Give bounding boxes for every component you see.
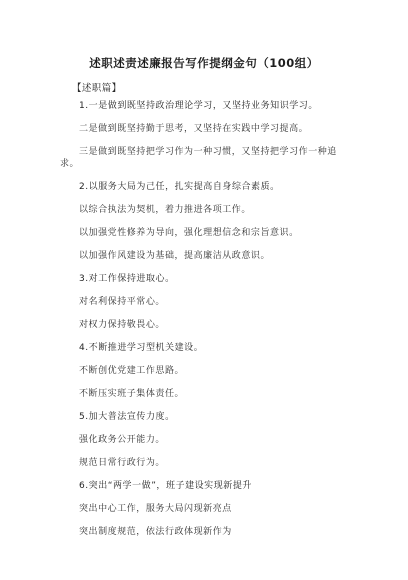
paragraph-line: 2.以服务大局为己任，扎实提高自身综合素质。 xyxy=(79,182,280,192)
paragraph-line: 以加强党性修养为导向，强化理想信念和宗旨意识。 xyxy=(79,228,299,238)
paragraph-line: 3.对工作保持进取心。 xyxy=(79,274,175,284)
paragraph-line: 5.加大普法宣传力度。 xyxy=(79,412,175,422)
paragraph-line: 以综合执法为契机，着力推进各项工作。 xyxy=(79,205,251,215)
paragraph-line: 规范日常行政行为。 xyxy=(79,458,165,468)
paragraph-line: 不断创优党建工作思路。 xyxy=(79,366,185,376)
paragraph-line: 二是做到既坚持勤于思考，又坚持在实践中学习提高。 xyxy=(79,124,309,134)
section-label: 【述职篇】 xyxy=(72,83,122,94)
paragraph-line: 不断压实班子集体责任。 xyxy=(79,389,185,399)
paragraph-line: 以加强作风建设为基础，提高廉洁从政意识。 xyxy=(79,251,271,261)
paragraph-line: 对名利保持平常心。 xyxy=(79,297,165,307)
paragraph-line: 强化政务公开能力。 xyxy=(79,435,165,445)
paragraph-line-continuation: 求。 xyxy=(60,159,80,169)
document-body xyxy=(60,100,360,549)
document-title: 述职述责述廉报告写作提纲金句（100组） xyxy=(89,56,319,70)
paragraph-line: 三是做到既坚持把学习作为一种习惯，又坚持把学习作一种追 xyxy=(79,147,337,157)
paragraph-line: 突出制度规范，依法行政体现新作为 xyxy=(79,527,232,537)
paragraph-line: 突出中心工作，服务大局闪现新亮点 xyxy=(79,504,232,514)
paragraph-line: 4.不断推进学习型机关建设。 xyxy=(79,343,204,353)
paragraph-line: 1.一是做到既坚持政治理论学习，又坚持业务知识学习。 xyxy=(79,101,318,111)
paragraph-line: 6.突出“两学一做”，班子建设实现新提升 xyxy=(79,481,252,491)
paragraph-line: 对权力保持敬畏心。 xyxy=(79,320,165,330)
